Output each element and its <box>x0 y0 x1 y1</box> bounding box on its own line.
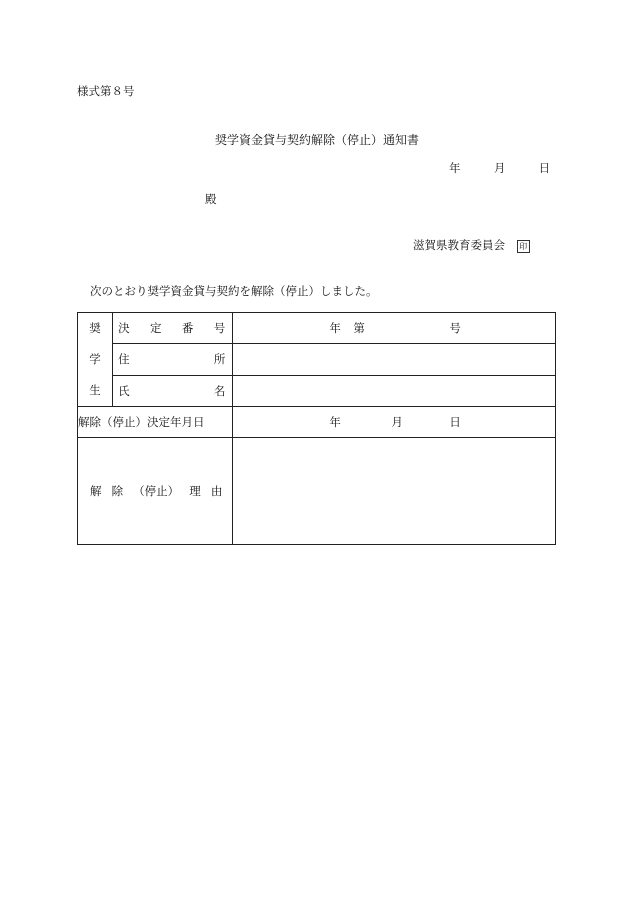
decision-date-year: 年 <box>329 415 341 429</box>
address-label <box>113 344 233 375</box>
student-label-2: 学 <box>89 352 101 366</box>
decision-number-label <box>113 313 233 344</box>
label-char: 住 <box>118 352 130 367</box>
address-value[interactable] <box>233 344 556 375</box>
student-group-label <box>78 313 113 407</box>
table-row-name <box>78 375 556 406</box>
name-label <box>113 375 233 406</box>
notice-table <box>77 312 556 545</box>
issue-date-year: 年 <box>449 161 461 175</box>
issuer-name: 滋賀県教育委員会 <box>413 238 505 252</box>
issue-date-month: 月 <box>493 161 506 175</box>
label-char: 由 <box>210 484 223 498</box>
name-value[interactable] <box>233 375 556 406</box>
label-char: 名 <box>213 383 226 398</box>
seal-mark: 印 <box>517 240 530 253</box>
reason-label <box>78 438 233 545</box>
intro-text: 次のとおり奨学資金貸与契約を解除（停止）しました。 <box>90 284 378 298</box>
label-char: 解 <box>90 484 102 498</box>
label-char: 号 <box>213 321 226 336</box>
table-row-address <box>78 344 556 375</box>
table-row-decision-date <box>78 407 556 438</box>
document-title: 奨学資金貸与契約解除（停止）通知書 <box>215 133 420 147</box>
student-label-1: 奨 <box>89 321 101 335</box>
label-char: 除 <box>111 484 124 498</box>
decision-number-value[interactable] <box>233 313 556 344</box>
table-row-decision-number <box>78 313 556 344</box>
decision-no-prefix: 第 <box>353 321 365 336</box>
label-char: 理 <box>189 484 201 498</box>
label-char: 定 <box>149 321 162 336</box>
addressee-suffix: 殿 <box>205 192 217 206</box>
decision-year-unit: 年 <box>329 321 341 336</box>
reason-value[interactable] <box>233 438 556 545</box>
label-char: （停止） <box>133 484 180 498</box>
form-number: 様式第８号 <box>77 84 135 98</box>
issue-date <box>449 160 550 176</box>
label-char: 氏 <box>118 383 130 398</box>
label-char: 番 <box>181 321 194 336</box>
decision-date-month: 月 <box>391 415 403 429</box>
decision-date-value[interactable] <box>233 407 556 438</box>
decision-date-day: 日 <box>449 415 461 429</box>
student-label-3: 生 <box>89 383 101 397</box>
label-char: 所 <box>213 352 226 367</box>
issue-date-day: 日 <box>538 161 551 175</box>
decision-no-suffix: 号 <box>449 321 461 336</box>
decision-date-label: 解除（停止）決定年月日 <box>78 407 233 438</box>
label-char: 決 <box>118 321 130 336</box>
issuer <box>413 237 530 253</box>
table-row-reason <box>78 438 556 545</box>
